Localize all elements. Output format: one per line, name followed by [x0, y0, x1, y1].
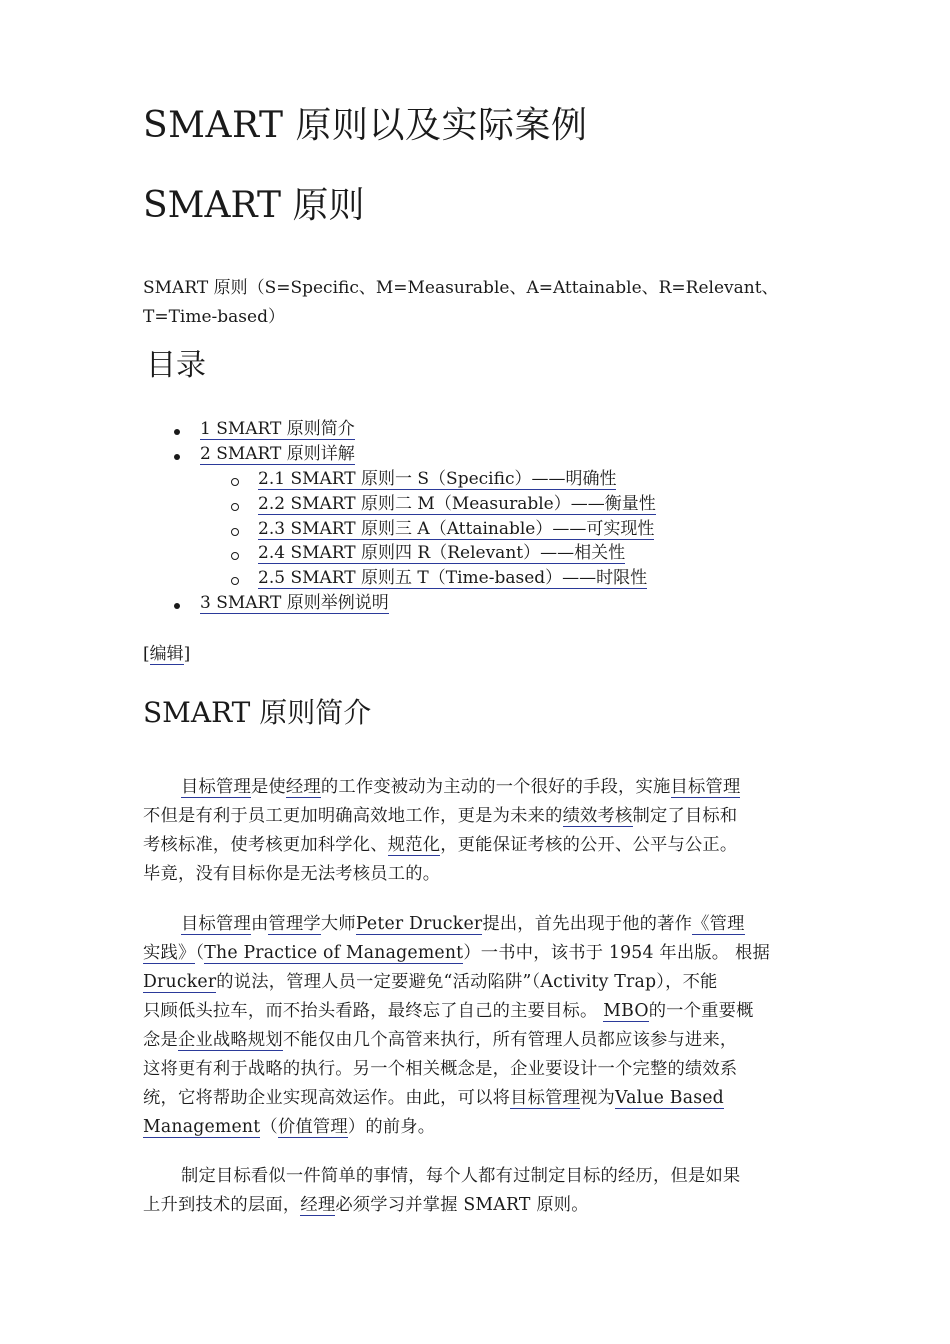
text-run: ，更能保证考核的公开、公平与公正。 — [440, 835, 738, 855]
paragraph-line — [143, 1026, 803, 1055]
text-run: 不能仅由几个高管来执行，所有管理人员都应该参与进来， — [282, 1030, 738, 1050]
text-run: 念是 — [143, 1030, 178, 1050]
link-drucker[interactable]: Drucker — [143, 972, 217, 992]
text-run: 的一个重要概 — [648, 1001, 754, 1021]
link-mbo[interactable]: 目标管理 — [181, 777, 251, 797]
toc-link-intro[interactable]: 1 SMART 原则简介 — [200, 419, 355, 439]
paragraph-line — [143, 773, 803, 802]
paragraph-line — [143, 1084, 803, 1113]
text-run: 视为 — [580, 1088, 616, 1108]
text-run: 必须学习并掌握 SMART 原则。 — [335, 1195, 589, 1215]
intro-line-2: T=Time-based） — [143, 307, 285, 327]
intro-line-1: SMART 原则（S=Specific、M=Measurable、A=Attainable、R=Relevant、 — [143, 278, 779, 298]
paragraph-3 — [143, 1162, 803, 1220]
link-manager[interactable]: 经理 — [300, 1195, 336, 1215]
link-practice-book[interactable]: 《管理 — [692, 914, 745, 934]
text-run: 的工作变被动为主动的一个很好的手段，实施 — [320, 777, 671, 797]
toc-link-measurable[interactable]: 2.2 SMART 原则二 M（Measurable）——衡量性 — [258, 494, 656, 514]
toc-subitem-1 — [258, 467, 616, 492]
paragraph-line — [143, 939, 803, 968]
circle-bullet-icon — [231, 528, 239, 536]
toc-heading: 目录 — [146, 348, 206, 383]
text-run: 考核标准，使考核更加科学化、 — [143, 835, 388, 855]
text-run: 不但是有利于员工更加明确高效地工作，更是为未来的 — [143, 806, 563, 826]
edit-section-control — [143, 642, 190, 667]
paragraph-1 — [143, 773, 803, 889]
paragraph-line — [143, 831, 803, 860]
circle-bullet-icon — [231, 552, 239, 560]
text-run: 制定了目标和 — [632, 806, 738, 826]
text-run: 是使 — [250, 777, 286, 797]
toc-link-relevant[interactable]: 2.4 SMART 原则四 R（Relevant）——相关性 — [258, 543, 626, 563]
toc-link-time-based[interactable]: 2.5 SMART 原则五 T（Time-based）——时限性 — [258, 568, 648, 588]
bullet-icon — [174, 454, 180, 460]
toc-link-details[interactable]: 2 SMART 原则详解 — [200, 444, 355, 464]
bullet-icon — [174, 429, 180, 435]
toc-subitem-3 — [258, 517, 654, 542]
link-mbo-abbr[interactable]: MBO — [603, 1001, 649, 1021]
text-run: （ — [260, 1117, 278, 1137]
toc-item-3 — [200, 591, 389, 616]
edit-bracket-close: ] — [183, 644, 191, 664]
document-subtitle: SMART 原则 — [143, 185, 365, 226]
toc-subitem-2 — [258, 492, 656, 517]
text-run: 提出，首先出现于他的著作 — [482, 914, 693, 934]
link-management-science[interactable]: 管理学 — [268, 914, 321, 934]
text-run: 由 — [250, 914, 269, 934]
text-run: 大师 — [320, 914, 356, 934]
paragraph-line — [143, 997, 803, 1026]
bullet-icon — [174, 603, 180, 609]
circle-bullet-icon — [231, 503, 239, 511]
toc-item-2 — [200, 442, 355, 467]
circle-bullet-icon — [231, 577, 239, 585]
link-value-based-management[interactable]: Value Based — [615, 1088, 724, 1108]
circle-bullet-icon — [231, 478, 239, 486]
toc-item-1 — [200, 417, 355, 442]
paragraph-2 — [143, 910, 803, 1142]
link-peter-drucker[interactable]: Peter Drucker — [355, 914, 483, 934]
link-mbo[interactable]: 目标管理 — [181, 914, 251, 934]
paragraph-line — [143, 1113, 803, 1142]
edit-bracket-open: [ — [143, 644, 150, 664]
paragraph-line — [143, 910, 803, 939]
link-manager[interactable]: 经理 — [285, 777, 321, 797]
text-run: 统，它将帮助企业实现高效运作。由此，可以将 — [143, 1088, 511, 1108]
link-practice-of-management[interactable]: The Practice of Management — [204, 943, 464, 963]
toc-link-specific[interactable]: 2.1 SMART 原则一 S（Specific）——明确性 — [258, 469, 617, 489]
link-practice-book[interactable]: 实践》 — [143, 943, 196, 963]
link-value-management[interactable]: 价值管理 — [277, 1117, 348, 1137]
text-run: 只顾低头拉车，而不抬头看路，最终忘了自己的主要目标。 — [143, 1001, 604, 1021]
text-run: 的说法，管理人员一定要避免“活动陷阱”（Activity Trap），不能 — [216, 972, 718, 992]
link-performance-appraisal[interactable]: 绩效考核 — [562, 806, 633, 826]
paragraph-line — [143, 968, 803, 997]
toc-subitem-4 — [258, 541, 625, 566]
paragraph-line — [143, 802, 803, 831]
text-run: （ — [195, 943, 205, 963]
text-run: ）一书中，该书于 1954 年出版。 根据 — [463, 943, 770, 963]
text-run: ）的前身。 — [347, 1117, 436, 1137]
paragraph-line — [143, 1191, 803, 1220]
toc-link-attainable[interactable]: 2.3 SMART 原则三 A（Attainable）——可实现性 — [258, 519, 655, 539]
paragraph-line: 毕竟，没有目标你是无法考核员工的。 — [143, 864, 441, 884]
link-value-based-management[interactable]: Management — [143, 1117, 261, 1137]
link-mbo[interactable]: 目标管理 — [510, 1088, 581, 1108]
paragraph-line: 这将更有利于战略的执行。另一个相关概念是，企业要设计一个完整的绩效系 — [143, 1059, 738, 1079]
text-run: 上升到技术的层面， — [143, 1195, 301, 1215]
section-title: SMART 原则简介 — [143, 696, 372, 729]
toc-subitem-5 — [258, 566, 647, 591]
paragraph-line: 制定目标看似一件简单的事情，每个人都有过制定目标的经历，但是如果 — [181, 1166, 741, 1186]
toc-link-examples[interactable]: 3 SMART 原则举例说明 — [200, 593, 389, 613]
document-title: SMART 原则以及实际案例 — [143, 105, 588, 146]
link-standardization[interactable]: 规范化 — [387, 835, 441, 855]
edit-link[interactable]: 编辑 — [149, 644, 184, 664]
link-mbo[interactable]: 目标管理 — [670, 777, 741, 797]
link-strategic-planning[interactable]: 企业战略规划 — [177, 1030, 283, 1050]
